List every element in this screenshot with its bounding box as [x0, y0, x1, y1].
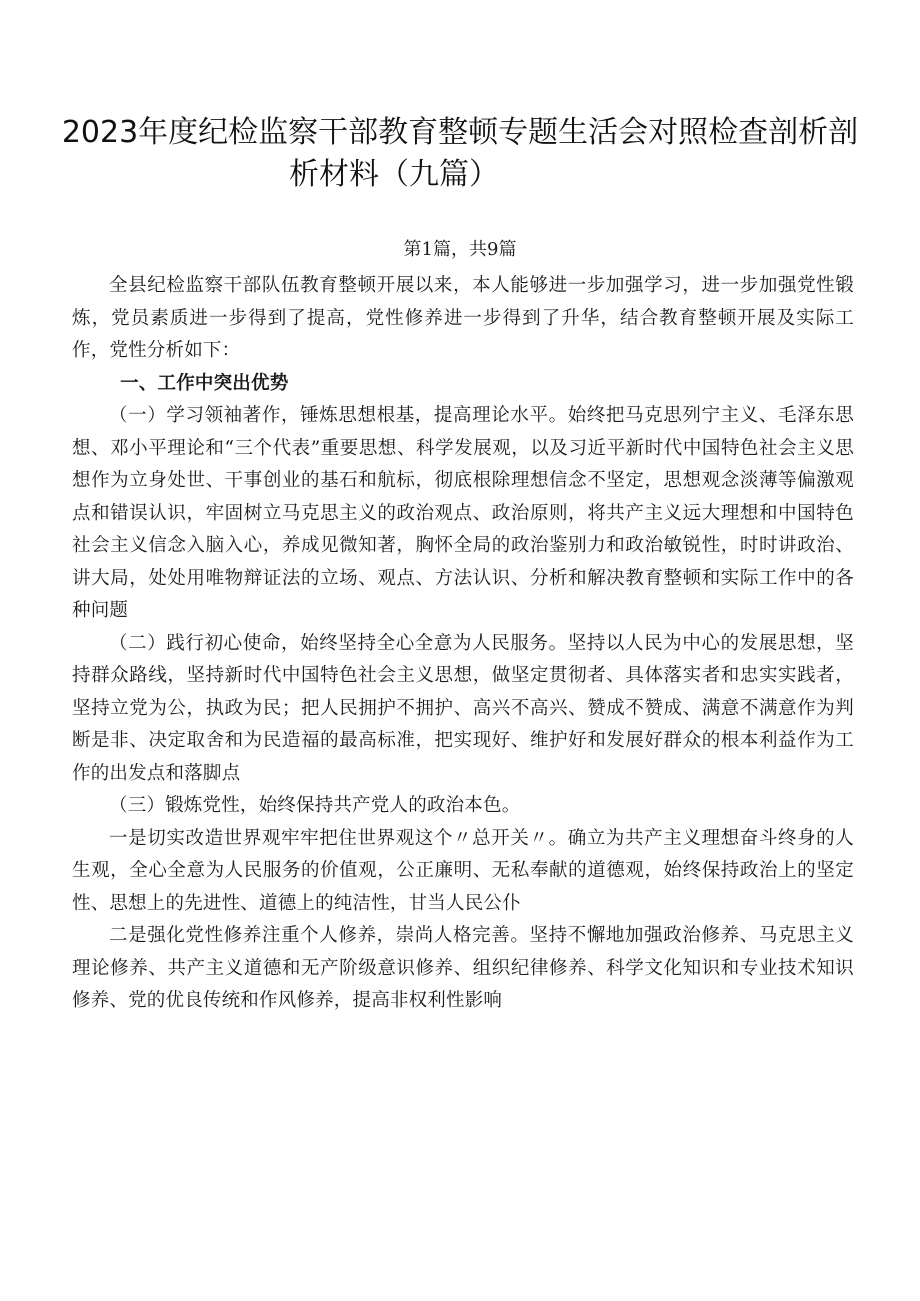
title-line-1: 2023年度纪检监察干部教育整顿专题生活会对照检查剖析剖 — [61, 115, 859, 150]
paragraph-point-1: 一是切实改造世界观牢牢把住世界观这个〃总开关〃。确立为共产主义理想奋斗终身的人生观，全心全意为人民服务的价值观，公正廉明、无私奉献的道德观，始终保持政治上的坚定性、思想上的先进性、道德上的纯洁性，甘当人民公仆 — [72, 827, 854, 914]
paragraph-point-2: 二是强化党性修养注重个人修养，崇尚人格完善。坚持不懈地加强政治修养、马克思主义理论修养、共产主义道德和无产阶级意识修养、组织纪律修养、科学文化知识和专业技术知识修养、党的优良传统和作风修养，提高非权利性影响 — [72, 925, 854, 1011]
title-line-2: 析材料（九篇） — [289, 157, 499, 192]
intro-paragraph: 全县纪检监察干部队伍教育整顿开展以来，本人能够进一步加强学习，进一步加强党性锻炼，党员素质进一步得到了提高，党性修养进一步得到了升华，结合教育整顿开展及实际工作，党性分析如下： — [72, 275, 854, 361]
document-title — [60, 112, 860, 196]
article-index: 第1篇，共9篇 — [403, 239, 517, 260]
document-body — [72, 270, 854, 1018]
section-heading: 一、工作中突出优势 — [120, 372, 289, 394]
paragraph-item-2: （二）践行初心使命，始终坚持全心全意为人民服务。坚持以人民为中心的发展思想，坚持群众路线，坚持新时代中国特色社会主义思想，做坚定贯彻者、具体落实者和忠实实践者，坚持立党为公，执政为民；把人民拥护不拥护、高兴不高兴、赞成不赞成、满意不满意作为判断是非、决定取舍和为民造福的最高标准，把实现好、维护好和发展好群众的根本利益作为工作的出发点和落脚点 — [72, 632, 854, 784]
paragraph-item-3: （三）锻炼党性，始终保持共产党人的政治本色。 — [109, 795, 521, 816]
paragraph-item-1: （一）学习领袖著作，锤炼思想根基，提高理论水平。始终把马克思列宁主义、毛泽东思想、邓小平理论和“三个代表”重要思想、科学发展观，以及习近平新时代中国特色社会主义思想作为立身处世、干事创业的基石和航标，彻底根除理想信念不坚定，思想观念淡薄等偏激观点和错误认识，牢固树立马克思主义的政治观点、政治原则，将共产主义远大理想和中国特色社会主义信念入脑入心，养成见微知著，胸怀全局的政治鉴别力和政治敏锐性，时时讲政治、讲大局，处处用唯物辩证法的立场、观点、方法认识、分析和解决教育整顿和实际工作中的各种问题 — [72, 405, 854, 621]
